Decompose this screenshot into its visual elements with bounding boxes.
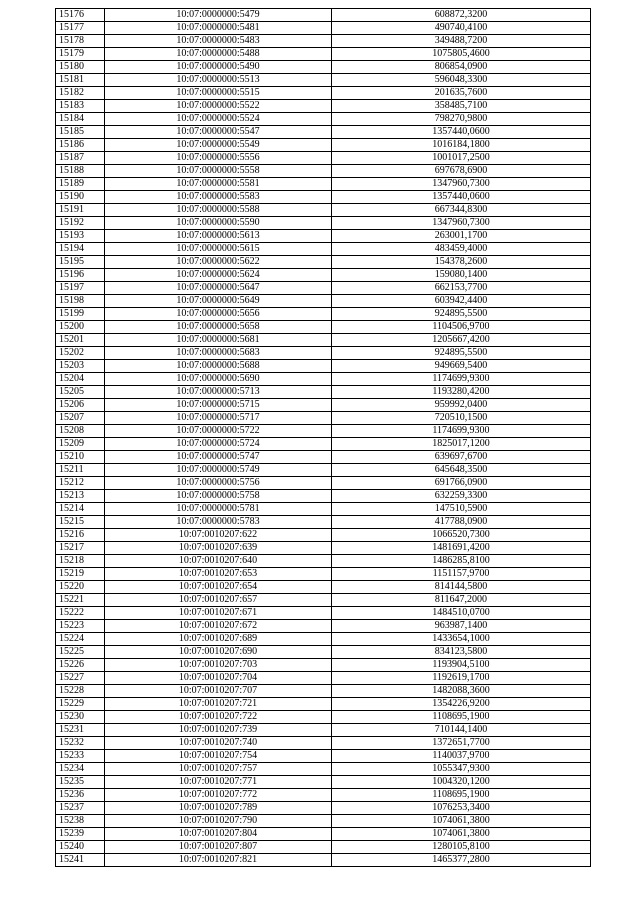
cadastral-number-cell: 10:07:0000000:5624 [105,269,332,282]
table-row [56,373,591,386]
row-number-cell: 15193 [56,230,105,243]
cadastral-number-cell: 10:07:0010207:671 [105,607,332,620]
cadastral-value-cell: 1074061,3800 [332,828,591,841]
cadastral-value-cell: 632259,3300 [332,490,591,503]
row-number-cell: 15238 [56,815,105,828]
table-row [56,100,591,113]
cadastral-value-cell: 1076253,3400 [332,802,591,815]
cadastral-value-cell: 1074061,3800 [332,815,591,828]
row-number-cell: 15185 [56,126,105,139]
cadastral-value-cell: 720510,1500 [332,412,591,425]
row-number-cell: 15184 [56,113,105,126]
cadastral-number-cell: 10:07:0000000:5681 [105,334,332,347]
table-row [56,789,591,802]
cadastral-number-cell: 10:07:0010207:654 [105,581,332,594]
row-number-cell: 15191 [56,204,105,217]
cadastral-number-cell: 10:07:0000000:5481 [105,22,332,35]
table-row [56,802,591,815]
table-row [56,607,591,620]
cadastral-value-cell: 806854,0900 [332,61,591,74]
cadastral-value-cell: 159080,1400 [332,269,591,282]
cadastral-value-cell: 1357440,0600 [332,126,591,139]
table-row [56,477,591,490]
cadastral-value-cell: 1354226,9200 [332,698,591,711]
cadastral-number-cell: 10:07:0000000:5690 [105,373,332,386]
cadastral-value-cell: 811647,2000 [332,594,591,607]
cadastral-value-cell: 963987,1400 [332,620,591,633]
cadastral-value-cell: 263001,1700 [332,230,591,243]
cadastral-number-cell: 10:07:0010207:721 [105,698,332,711]
cadastral-value-cell: 349488,7200 [332,35,591,48]
row-number-cell: 15209 [56,438,105,451]
row-number-cell: 15214 [56,503,105,516]
row-number-cell: 15231 [56,724,105,737]
document-page [55,8,590,867]
row-number-cell: 15232 [56,737,105,750]
table-row [56,711,591,724]
table-row [56,763,591,776]
table-row [56,165,591,178]
cadastral-value-cell: 1433654,1000 [332,633,591,646]
cadastral-number-cell: 10:07:0000000:5658 [105,321,332,334]
table-row [56,516,591,529]
table-row [56,555,591,568]
table-row [56,61,591,74]
cadastral-number-cell: 10:07:0000000:5683 [105,347,332,360]
cadastral-number-cell: 10:07:0000000:5524 [105,113,332,126]
table-row [56,438,591,451]
table-row [56,243,591,256]
table-row [56,22,591,35]
row-number-cell: 15202 [56,347,105,360]
cadastral-number-cell: 10:07:0000000:5479 [105,9,332,22]
cadastral-value-cell: 483459,4000 [332,243,591,256]
row-number-cell: 15237 [56,802,105,815]
cadastral-value-cell: 1108695,1900 [332,789,591,802]
cadastral-number-cell: 10:07:0010207:772 [105,789,332,802]
cadastral-value-cell: 1004320,1200 [332,776,591,789]
row-number-cell: 15181 [56,74,105,87]
cadastral-value-cell: 662153,7700 [332,282,591,295]
row-number-cell: 15233 [56,750,105,763]
table-row [56,646,591,659]
table-row [56,633,591,646]
row-number-cell: 15200 [56,321,105,334]
cadastral-value-cell: 1174699,9300 [332,373,591,386]
cadastral-value-cell: 959992,0400 [332,399,591,412]
cadastral-value-cell: 1481691,4200 [332,542,591,555]
cadastral-number-cell: 10:07:0000000:5724 [105,438,332,451]
cadastral-number-cell: 10:07:0000000:5717 [105,412,332,425]
row-number-cell: 15223 [56,620,105,633]
cadastral-number-cell: 10:07:0000000:5556 [105,152,332,165]
cadastral-number-cell: 10:07:0010207:707 [105,685,332,698]
table-row [56,282,591,295]
table-row [56,113,591,126]
table-row [56,672,591,685]
row-number-cell: 15197 [56,282,105,295]
cadastral-number-cell: 10:07:0010207:821 [105,854,332,867]
cadastral-value-cell: 1075805,4600 [332,48,591,61]
table-row [56,685,591,698]
row-number-cell: 15215 [56,516,105,529]
row-number-cell: 15188 [56,165,105,178]
row-number-cell: 15204 [56,373,105,386]
table-row [56,386,591,399]
table-row [56,126,591,139]
cadastral-value-cell: 1280105,8100 [332,841,591,854]
cadastral-number-cell: 10:07:0000000:5656 [105,308,332,321]
cadastral-number-cell: 10:07:0000000:5613 [105,230,332,243]
row-number-cell: 15239 [56,828,105,841]
cadastral-number-cell: 10:07:0000000:5713 [105,386,332,399]
row-number-cell: 15235 [56,776,105,789]
row-number-cell: 15213 [56,490,105,503]
row-number-cell: 15216 [56,529,105,542]
cadastral-value-cell: 1140037,9700 [332,750,591,763]
cadastral-number-cell: 10:07:0000000:5649 [105,295,332,308]
cadastral-number-cell: 10:07:0010207:689 [105,633,332,646]
table-row [56,152,591,165]
cadastral-number-cell: 10:07:0000000:5615 [105,243,332,256]
cadastral-value-cell: 1484510,0700 [332,607,591,620]
cadastral-number-cell: 10:07:0010207:790 [105,815,332,828]
row-number-cell: 15217 [56,542,105,555]
row-number-cell: 15199 [56,308,105,321]
table-row [56,191,591,204]
cadastral-value-cell: 358485,7100 [332,100,591,113]
cadastral-value-cell: 1347960,7300 [332,178,591,191]
table-row [56,295,591,308]
table-row [56,347,591,360]
cadastral-value-cell: 798270,9800 [332,113,591,126]
cadastral-value-cell: 1104506,9700 [332,321,591,334]
table-row [56,776,591,789]
table-row [56,529,591,542]
cadastral-number-cell: 10:07:0010207:622 [105,529,332,542]
cadastral-number-cell: 10:07:0010207:789 [105,802,332,815]
table-row [56,568,591,581]
table-row [56,854,591,867]
row-number-cell: 15212 [56,477,105,490]
row-number-cell: 15176 [56,9,105,22]
table-row [56,464,591,477]
cadastral-number-cell: 10:07:0010207:757 [105,763,332,776]
cadastral-number-cell: 10:07:0010207:639 [105,542,332,555]
row-number-cell: 15229 [56,698,105,711]
table-row [56,815,591,828]
table-row [56,360,591,373]
row-number-cell: 15187 [56,152,105,165]
table-row [56,581,591,594]
cadastral-value-cell: 1066520,7300 [332,529,591,542]
table-row [56,620,591,633]
cadastral-number-cell: 10:07:0000000:5756 [105,477,332,490]
row-number-cell: 15221 [56,594,105,607]
table-body [56,9,591,867]
cadastral-value-cell: 949669,5400 [332,360,591,373]
row-number-cell: 15226 [56,659,105,672]
table-row [56,698,591,711]
row-number-cell: 15203 [56,360,105,373]
row-number-cell: 15241 [56,854,105,867]
table-row [56,217,591,230]
cadastral-value-cell: 1482088,3600 [332,685,591,698]
row-number-cell: 15207 [56,412,105,425]
row-number-cell: 15183 [56,100,105,113]
cadastral-number-cell: 10:07:0000000:5749 [105,464,332,477]
row-number-cell: 15205 [56,386,105,399]
table-row [56,841,591,854]
cadastral-value-cell: 417788,0900 [332,516,591,529]
row-number-cell: 15220 [56,581,105,594]
row-number-cell: 15206 [56,399,105,412]
cadastral-value-cell: 1108695,1900 [332,711,591,724]
row-number-cell: 15196 [56,269,105,282]
cadastral-number-cell: 10:07:0010207:704 [105,672,332,685]
cadastral-number-cell: 10:07:0010207:739 [105,724,332,737]
cadastral-value-cell: 201635,7600 [332,87,591,100]
cadastral-number-cell: 10:07:0010207:804 [105,828,332,841]
cadastral-number-cell: 10:07:0000000:5588 [105,204,332,217]
cadastral-number-cell: 10:07:0000000:5781 [105,503,332,516]
cadastral-value-cell: 1486285,8100 [332,555,591,568]
cadastral-value-cell: 596048,3300 [332,74,591,87]
cadastral-number-cell: 10:07:0010207:722 [105,711,332,724]
table-row [56,750,591,763]
table-row [56,399,591,412]
cadastral-number-cell: 10:07:0000000:5522 [105,100,332,113]
cadastral-value-cell: 639697,6700 [332,451,591,464]
cadastral-number-cell: 10:07:0000000:5647 [105,282,332,295]
cadastral-number-cell: 10:07:0000000:5547 [105,126,332,139]
table-row [56,48,591,61]
cadastral-number-cell: 10:07:0010207:807 [105,841,332,854]
table-row [56,87,591,100]
cadastral-number-cell: 10:07:0010207:740 [105,737,332,750]
table-row [56,828,591,841]
cadastral-value-cell: 667344,8300 [332,204,591,217]
cadastral-number-cell: 10:07:0000000:5515 [105,87,332,100]
cadastral-value-cell: 608872,3200 [332,9,591,22]
cadastral-value-cell: 1016184,1800 [332,139,591,152]
cadastral-number-cell: 10:07:0000000:5583 [105,191,332,204]
cadastral-value-cell: 1193280,4200 [332,386,591,399]
cadastral-number-cell: 10:07:0000000:5590 [105,217,332,230]
cadastral-value-cell: 1151157,9700 [332,568,591,581]
table-row [56,724,591,737]
table-row [56,178,591,191]
cadastral-value-cell: 603942,4400 [332,295,591,308]
cadastral-value-cell: 154378,2600 [332,256,591,269]
table-row [56,412,591,425]
table-row [56,425,591,438]
cadastral-number-cell: 10:07:0000000:5758 [105,490,332,503]
table-row [56,451,591,464]
row-number-cell: 15189 [56,178,105,191]
row-number-cell: 15182 [56,87,105,100]
row-number-cell: 15201 [56,334,105,347]
cadastral-number-cell: 10:07:0000000:5622 [105,256,332,269]
cadastral-value-cell: 1825017,1200 [332,438,591,451]
row-number-cell: 15224 [56,633,105,646]
row-number-cell: 15192 [56,217,105,230]
row-number-cell: 15228 [56,685,105,698]
cadastral-number-cell: 10:07:0000000:5483 [105,35,332,48]
cadastral-value-cell: 710144,1400 [332,724,591,737]
cadastral-value-cell: 691766,0900 [332,477,591,490]
row-number-cell: 15198 [56,295,105,308]
cadastral-value-cell: 1372651,7700 [332,737,591,750]
row-number-cell: 15225 [56,646,105,659]
row-number-cell: 15195 [56,256,105,269]
cadastral-value-cell: 924895,5500 [332,347,591,360]
row-number-cell: 15211 [56,464,105,477]
cadastral-number-cell: 10:07:0010207:771 [105,776,332,789]
cadastral-number-cell: 10:07:0010207:653 [105,568,332,581]
table-row [56,308,591,321]
cadastral-value-cell: 1205667,4200 [332,334,591,347]
cadastral-number-cell: 10:07:0000000:5688 [105,360,332,373]
row-number-cell: 15178 [56,35,105,48]
table-row [56,737,591,750]
table-row [56,503,591,516]
cadastral-value-cell: 490740,4100 [332,22,591,35]
row-number-cell: 15236 [56,789,105,802]
cadastral-number-cell: 10:07:0000000:5490 [105,61,332,74]
cadastral-number-cell: 10:07:0010207:640 [105,555,332,568]
table-row [56,9,591,22]
cadastral-number-cell: 10:07:0000000:5488 [105,48,332,61]
table-row [56,204,591,217]
table-row [56,256,591,269]
table-row [56,35,591,48]
table-row [56,139,591,152]
table-row [56,230,591,243]
cadastral-number-cell: 10:07:0000000:5747 [105,451,332,464]
cadastral-number-cell: 10:07:0010207:754 [105,750,332,763]
cadastral-number-cell: 10:07:0000000:5549 [105,139,332,152]
cadastral-number-cell: 10:07:0000000:5783 [105,516,332,529]
row-number-cell: 15186 [56,139,105,152]
row-number-cell: 15230 [56,711,105,724]
cadastral-value-cell: 1174699,9300 [332,425,591,438]
cadastral-number-cell: 10:07:0010207:690 [105,646,332,659]
table-row [56,594,591,607]
cadastral-value-cell: 1347960,7300 [332,217,591,230]
table-row [56,321,591,334]
cadastral-number-cell: 10:07:0000000:5513 [105,74,332,87]
cadastral-value-cell: 1357440,0600 [332,191,591,204]
table-row [56,490,591,503]
cadastral-value-cell: 1465377,2800 [332,854,591,867]
cadastral-value-cell: 147510,5900 [332,503,591,516]
row-number-cell: 15177 [56,22,105,35]
cadastral-number-cell: 10:07:0000000:5715 [105,399,332,412]
row-number-cell: 15234 [56,763,105,776]
cadastral-value-cell: 814144,5800 [332,581,591,594]
cadastral-number-cell: 10:07:0010207:672 [105,620,332,633]
row-number-cell: 15194 [56,243,105,256]
cadastral-value-cell: 1055347,9300 [332,763,591,776]
table-row [56,659,591,672]
data-table [55,8,591,867]
row-number-cell: 15227 [56,672,105,685]
table-row [56,269,591,282]
cadastral-value-cell: 1192619,1700 [332,672,591,685]
cadastral-number-cell: 10:07:0010207:703 [105,659,332,672]
cadastral-number-cell: 10:07:0000000:5558 [105,165,332,178]
cadastral-value-cell: 1193904,5100 [332,659,591,672]
row-number-cell: 15208 [56,425,105,438]
row-number-cell: 15179 [56,48,105,61]
table-row [56,74,591,87]
cadastral-number-cell: 10:07:0000000:5722 [105,425,332,438]
row-number-cell: 15218 [56,555,105,568]
cadastral-number-cell: 10:07:0010207:657 [105,594,332,607]
row-number-cell: 15240 [56,841,105,854]
row-number-cell: 15210 [56,451,105,464]
row-number-cell: 15222 [56,607,105,620]
table-row [56,542,591,555]
table-row [56,334,591,347]
cadastral-value-cell: 645648,3500 [332,464,591,477]
cadastral-value-cell: 834123,5800 [332,646,591,659]
cadastral-value-cell: 697678,6900 [332,165,591,178]
cadastral-number-cell: 10:07:0000000:5581 [105,178,332,191]
cadastral-value-cell: 1001017,2500 [332,152,591,165]
cadastral-value-cell: 924895,5500 [332,308,591,321]
row-number-cell: 15219 [56,568,105,581]
row-number-cell: 15190 [56,191,105,204]
row-number-cell: 15180 [56,61,105,74]
